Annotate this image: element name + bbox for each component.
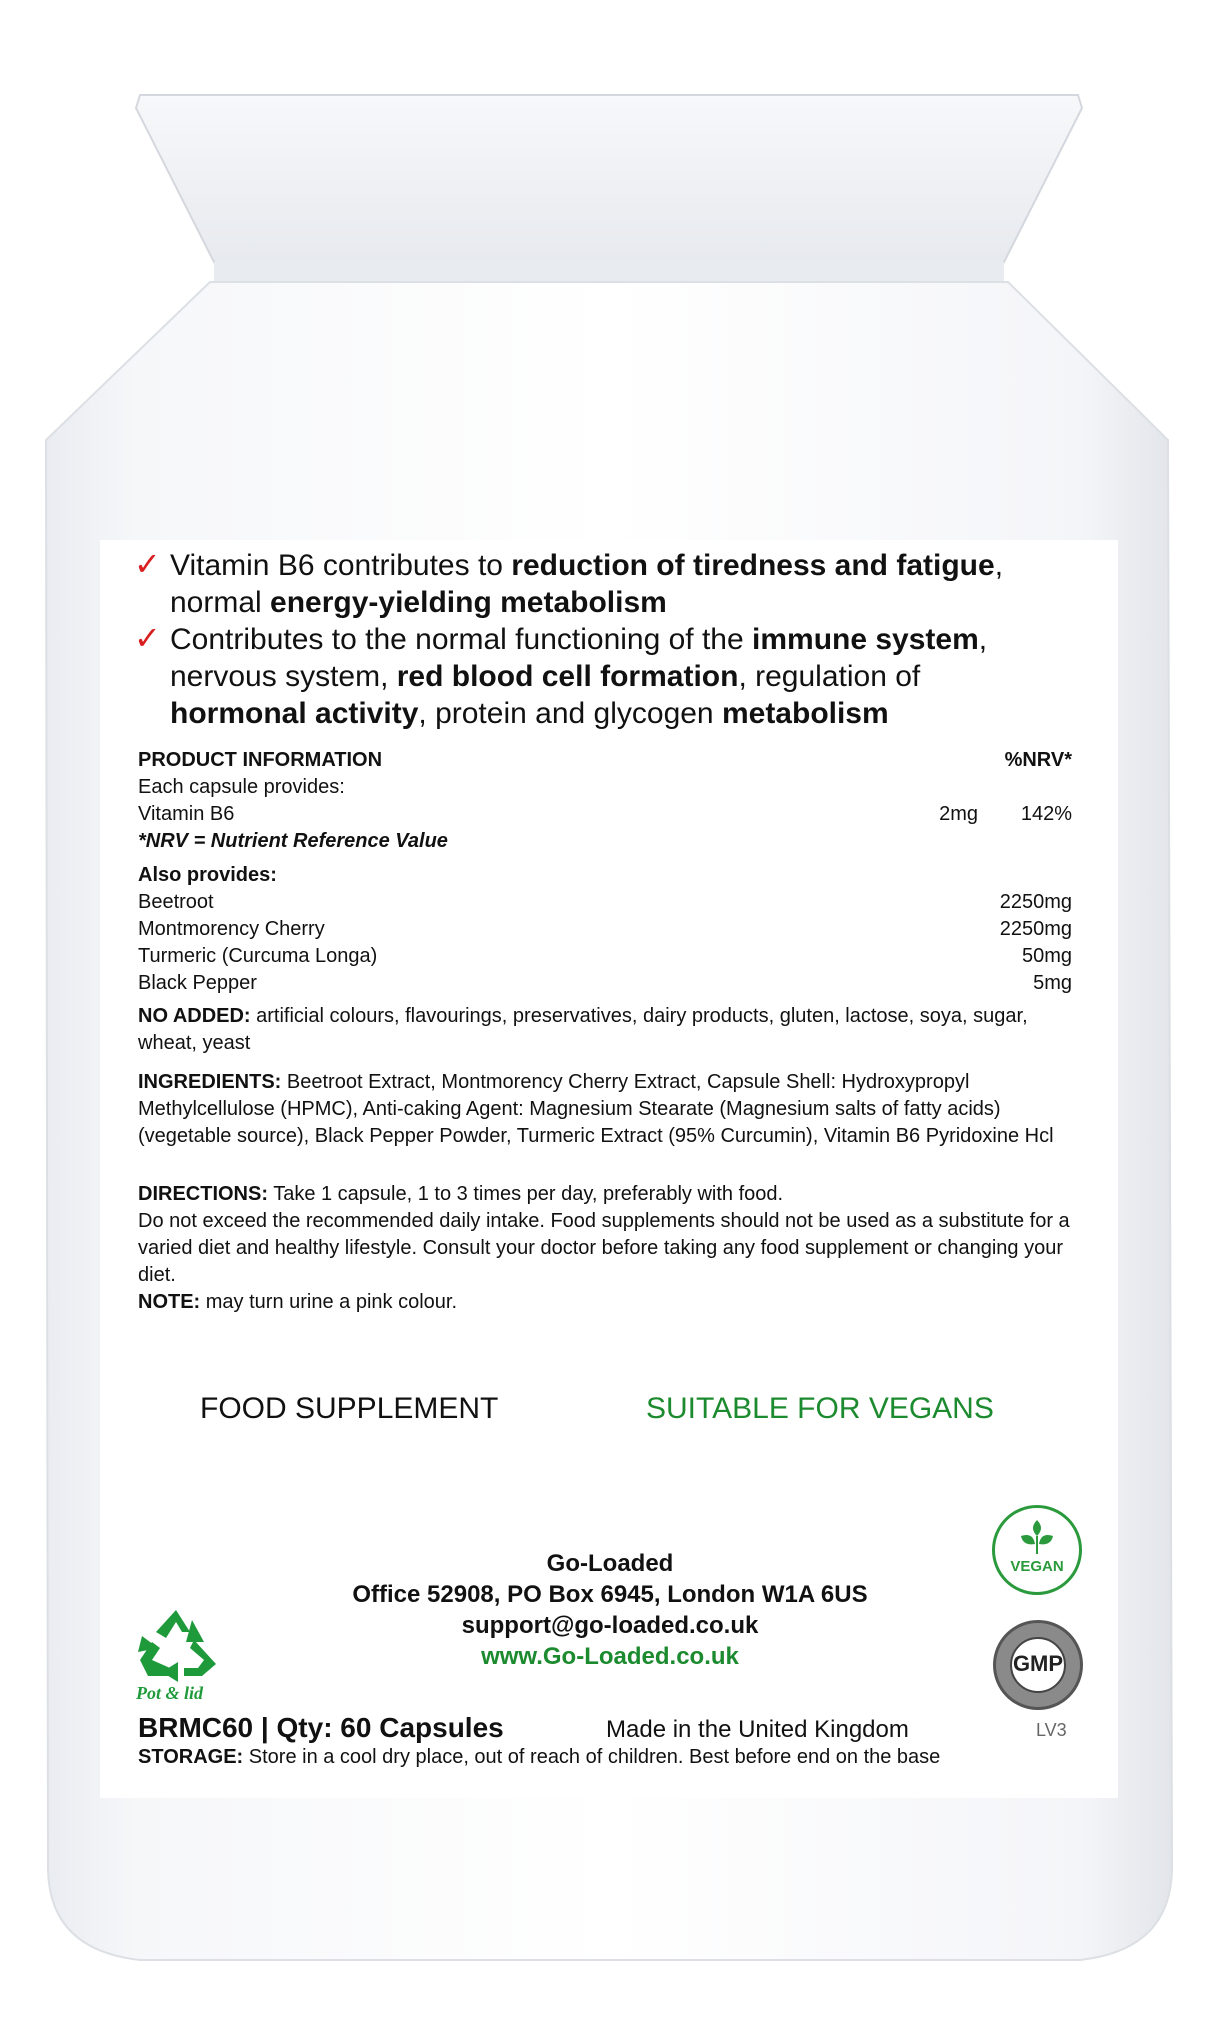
claim-line-1: Vitamin B6 contributes to reduction of tiredness and fatigue, xyxy=(170,549,1004,582)
directions-section: DIRECTIONS: Take 1 capsule, 1 to 3 times per day, preferably with food. Do not exceed the recommended daily intake. Food supplements should not be used as a substitute for a varied diet and healthy lifestyle. Consult your doctor before taking any food supplement or changing your diet. NOTE: may turn urine a pink colour. xyxy=(138,1183,1070,1313)
each-capsule-text: Each capsule provides: xyxy=(138,776,345,798)
recycle-caption: Pot & lid xyxy=(136,1683,203,1703)
company-name: Go-Loaded xyxy=(546,1550,674,1577)
claim-line-4: nervous system, red blood cell formation, regulation of xyxy=(170,660,921,693)
nrv-heading: %NRV* xyxy=(1004,749,1072,771)
suitable-for-vegans-text: SUITABLE FOR VEGANS xyxy=(646,1392,994,1425)
product-info-heading: PRODUCT INFORMATION xyxy=(138,749,383,771)
also-item-name: Black Pepper xyxy=(138,972,257,994)
product-code: BRMC60 | Qty: 60 Capsules xyxy=(138,1712,504,1743)
also-provides-heading: Also provides: xyxy=(138,864,277,886)
vegan-badge-text: VEGAN xyxy=(1010,1558,1064,1575)
ingredients-section: INGREDIENTS: Beetroot Extract, Montmorency Cherry Extract, Capsule Shell: Hydroxypropyl Methylcellulose (HPMC), Anti-caking Agent: Magnesium Stearate (Magnesium salts of fatty acids) (vegetable source), Black Pepper Powder, Turmeric Extract (95% Curcumin), Vitamin B6 Pyridoxine Hcl xyxy=(138,1071,1054,1147)
no-added-section: NO ADDED: artificial colours, flavourings, preservatives, dairy products, gluten, lactose, soya, sugar, wheat, yeast xyxy=(138,1005,1028,1054)
made-in-text: Made in the United Kingdom xyxy=(606,1716,909,1743)
vegan-badge xyxy=(992,1505,1082,1595)
nrv-note: *NRV = Nutrient Reference Value xyxy=(138,830,448,852)
claim-line-2: normal energy-yielding metabolism xyxy=(170,586,667,619)
vitamin-nrv: 142% xyxy=(1020,803,1072,825)
vitamin-name: Vitamin B6 xyxy=(138,803,235,825)
also-item-amount: 2250mg xyxy=(999,918,1072,940)
also-item-amount: 50mg xyxy=(1021,945,1072,967)
also-item-name: Beetroot xyxy=(138,891,214,913)
check-icon: ✓ xyxy=(134,546,161,582)
vegan-leaf-icon xyxy=(1017,1518,1057,1556)
vitamin-amount: 2mg xyxy=(939,803,978,825)
recycle-icon xyxy=(132,1606,220,1684)
also-item-name: Montmorency Cherry xyxy=(138,918,325,940)
gmp-seal-icon xyxy=(993,1620,1083,1710)
claim-line-3: Contributes to the normal functioning of the immune system, xyxy=(170,623,988,656)
also-item-amount: 5mg xyxy=(1033,972,1072,994)
company-email: support@go-loaded.co.uk xyxy=(461,1612,759,1639)
food-supplement-text: FOOD SUPPLEMENT xyxy=(200,1392,499,1425)
storage-text: STORAGE: Store in a cool dry place, out of reach of children. Best before end on the base xyxy=(138,1746,941,1768)
version-code: LV3 xyxy=(1036,1720,1067,1740)
bottle-cap xyxy=(136,95,1082,270)
gmp-badge-text: GMP xyxy=(1012,1651,1064,1676)
check-icon: ✓ xyxy=(134,620,161,656)
also-item-name: Turmeric (Curcuma Longa) xyxy=(138,945,378,967)
claim-line-5: hormonal activity, protein and glycogen metabolism xyxy=(170,697,889,730)
company-website: www.Go-Loaded.co.uk xyxy=(481,1643,739,1670)
also-item-amount: 2250mg xyxy=(999,891,1072,913)
company-block xyxy=(260,1548,960,1672)
company-address: Office 52908, PO Box 6945, London W1A 6US xyxy=(352,1581,868,1608)
